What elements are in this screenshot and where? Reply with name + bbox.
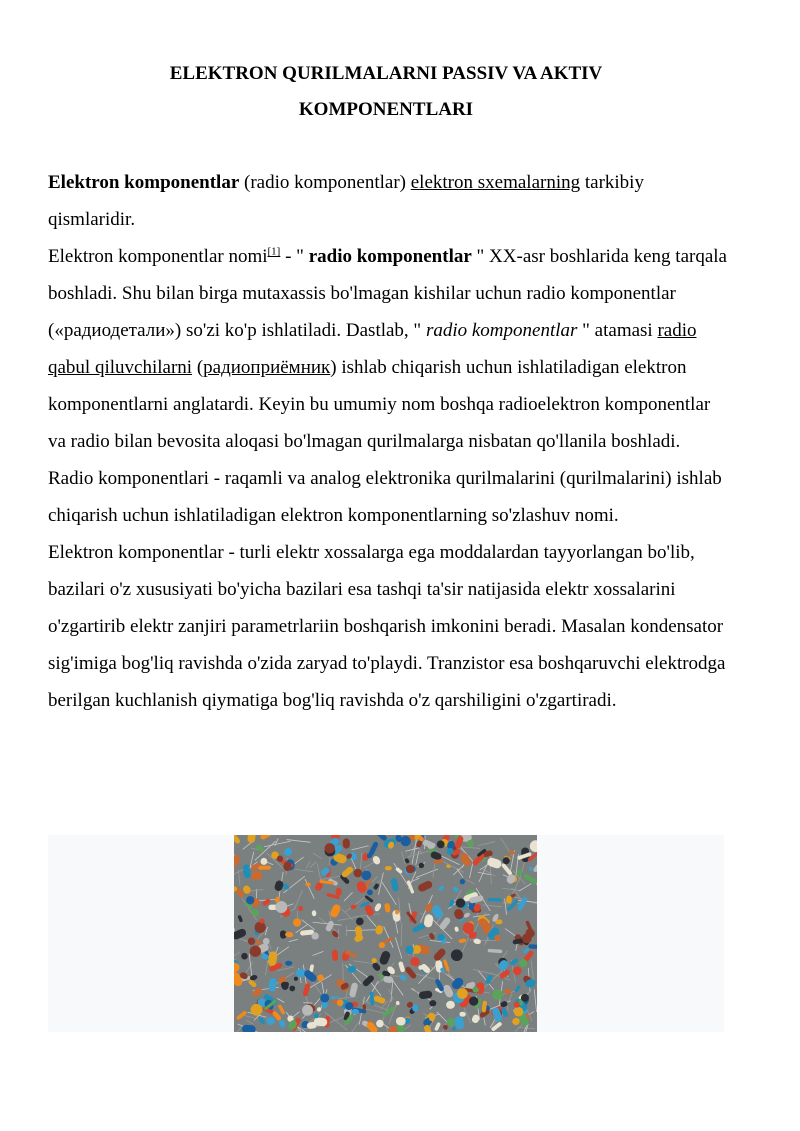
text-span: ) ishlab chiqarish uchun ishlatiladigan elektron komponentlarni anglatardi. Keyin bu umumiy nom boshqa radioelektron komponentlar va radio bilan bevosita aloqasi bo'lmagan qurilmalarga nisbatan qo'llanila boshladi. Radio komponentlari - raqamli va analog elektronika qurilmalarini (qurilmalarini) ishlab chiqarish uchun ishlatiladigan elektron komponentlarning so'zlashuv nomi. <box>48 357 722 526</box>
paragraph-history <box>48 238 728 534</box>
image-container <box>48 835 724 1032</box>
components-photo <box>234 835 537 1032</box>
link-elektron-sxemalarning[interactable]: elektron sxemalarning <box>410 172 581 193</box>
paragraph-intro <box>48 164 728 238</box>
page-title <box>48 56 724 128</box>
text-span: tarkibiy qismlaridir. <box>48 172 644 230</box>
text-span: Elektron komponentlar nomi <box>48 246 268 267</box>
components-photo-drawing <box>234 835 537 1032</box>
title-line-1: ELEKTRON QURILMALARNI PASSIV VA AKTIV <box>169 63 603 84</box>
link-radio-qabul[interactable]: radio qabul qiluvchilarni <box>48 320 697 378</box>
term-bold: Elektron komponentlar <box>48 172 240 193</box>
footnote-ref <box>268 246 281 258</box>
text-span: ( <box>192 357 204 378</box>
link-radiopriemnik[interactable]: радиоприёмник <box>203 357 331 378</box>
text-span: - " <box>280 246 309 267</box>
paragraph-definition: Elektron komponentlar - turli elektr xossalarga ega moddalardan tayyorlangan bo'lib, bazilari o'z xususiyati bo'yicha bazilari esa tashqi ta'sir natijasida elektr xossalarini o'zgartirib elektr zanjiri parametrlariin boshqarish imkonini beradi. Masalan kondensator sig'imiga bog'liq ravishda o'zida zaryad to'playdi. Tranzistor esa boshqaruvchi elektrodga berilgan kuchlanish qiymatiga bog'liq ravishda o'z qarshiligini o'zgartiradi. <box>48 542 726 711</box>
footnote-link[interactable]: [1] <box>267 245 281 258</box>
text-span: (radio komponentlar) <box>239 172 411 193</box>
text-span: " atamasi <box>577 320 658 341</box>
title-line-2: KOMPONENTLARI <box>298 99 474 120</box>
text-span: " XX-asr boshlarida keng tarqala boshladi. Shu bilan birga mutaxassis bo'lmagan kishilar uchun radio komponentlar («радиодетали») so'zi ko'p ishlatiladi. Dastlab, " <box>48 246 727 341</box>
term-bold: radio komponentlar <box>308 246 472 267</box>
term-italic: radio komponentlar <box>425 320 578 341</box>
article-body <box>48 164 728 719</box>
